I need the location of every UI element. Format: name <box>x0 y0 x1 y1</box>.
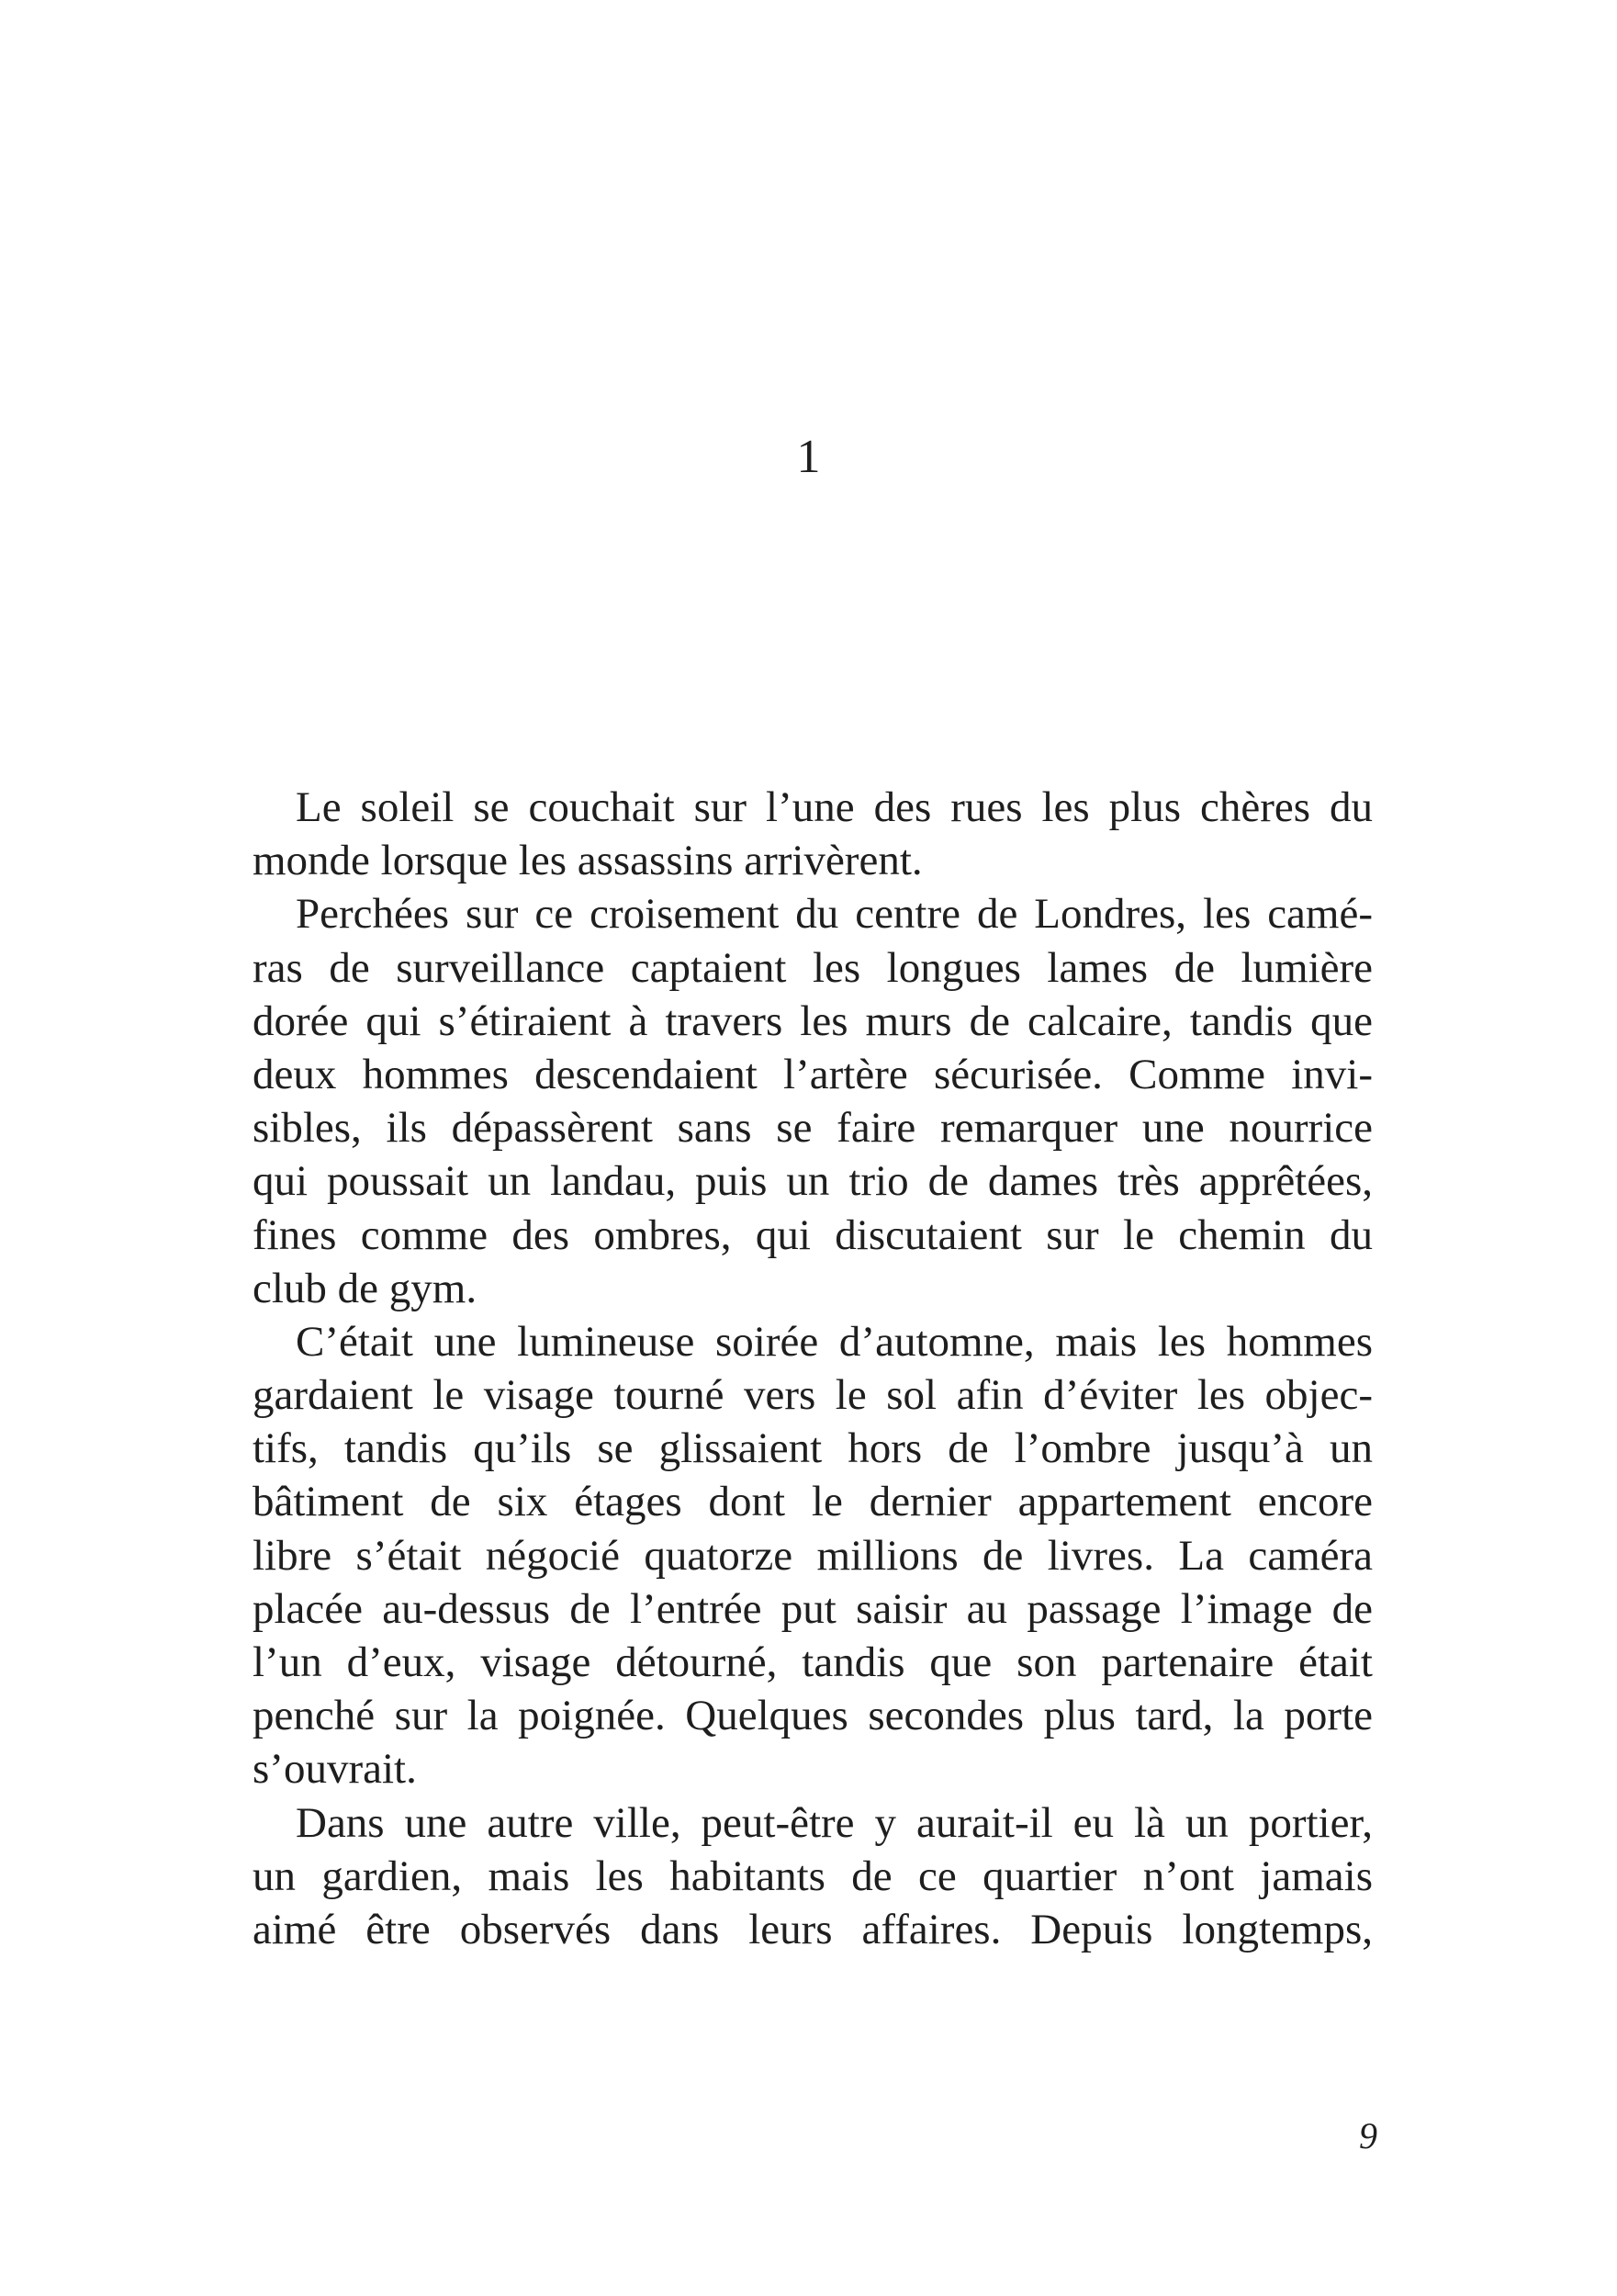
text-line: placée au-dessus de l’entrée put saisir au passage l’image de <box>253 1584 1373 1633</box>
paragraph <box>253 1315 1373 1796</box>
text-line: club de gym. <box>253 1264 477 1312</box>
text-line: sibles, ils dépassèrent sans se faire remarquer une nourrice <box>253 1104 1373 1153</box>
page-number: 9 <box>1359 2115 1377 2156</box>
text-line: dorée qui s’étiraient à travers les murs de calcaire, tandis que <box>253 996 1373 1045</box>
body-text <box>253 781 1373 1956</box>
text-line: Perchées sur ce croisement du centre de Londres, les camé- <box>296 890 1373 939</box>
text-line: qui poussait un landau, puis un trio de dames très apprêtées, <box>253 1157 1373 1206</box>
text-line: un gardien, mais les habitants de ce quartier n’ont jamais <box>253 1851 1373 1900</box>
text-line: penché sur la poignée. Quelques secondes plus tard, la porte <box>253 1692 1373 1740</box>
text-line: libre s’était négocié quatorze millions de livres. La caméra <box>253 1531 1373 1580</box>
text-line: l’un d’eux, visage détourné, tandis que son partenaire était <box>253 1638 1373 1686</box>
text-line: bâtiment de six étages dont le dernier appartement encore <box>253 1478 1373 1526</box>
text-line: fines comme des ombres, qui discutaient sur le chemin du <box>253 1210 1373 1259</box>
text-line: s’ouvrait. <box>253 1745 417 1794</box>
text-line: monde lorsque les assassins arrivèrent. <box>253 837 923 885</box>
text-line: tifs, tandis qu’ils se glissaient hors de l’ombre jusqu’à un <box>253 1424 1373 1473</box>
text-line: ras de surveillance captaient les longues lames de lumière <box>253 943 1373 992</box>
text-line: Dans une autre ville, peut-être y aurait-il eu là un portier, <box>296 1798 1373 1847</box>
text-line: gardaient le visage tourné vers le sol afin d’éviter les objec- <box>253 1371 1373 1420</box>
paragraph <box>253 887 1373 1315</box>
paragraph <box>253 781 1373 887</box>
text-line: aimé être observés dans leurs affaires. Depuis longtemps, <box>253 1905 1373 1953</box>
text-line: Le soleil se couchait sur l’une des rues les plus chères du <box>296 783 1373 831</box>
text-line: deux hommes descendaient l’artère sécurisée. Comme invi- <box>253 1050 1373 1098</box>
paragraph <box>253 1796 1373 1957</box>
text-line: C’était une lumineuse soirée d’automne, mais les hommes <box>296 1317 1373 1366</box>
chapter-number: 1 <box>796 431 821 483</box>
